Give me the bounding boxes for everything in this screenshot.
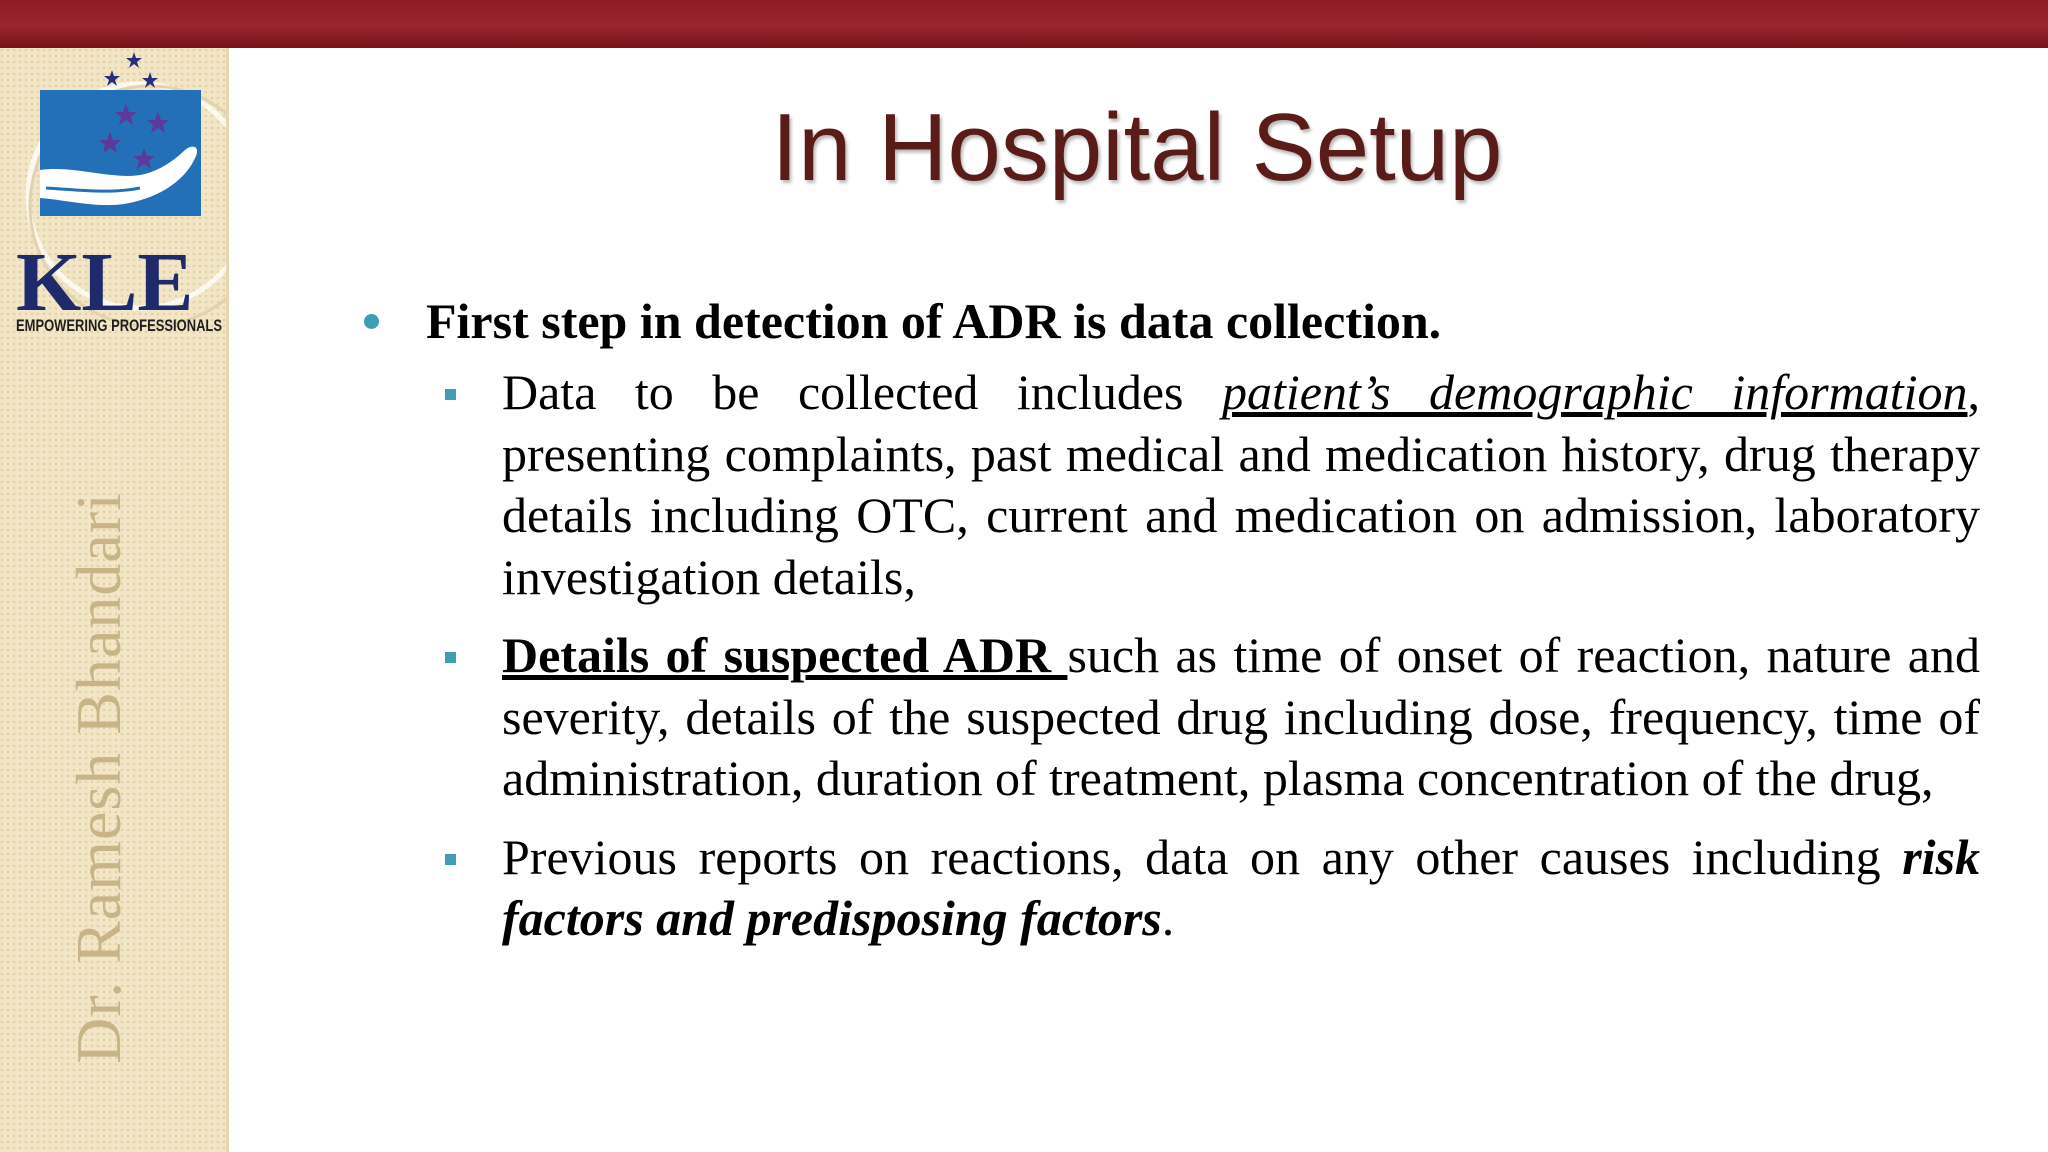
bullet-main bbox=[360, 290, 1980, 352]
sub-bullet-1-rest: , presenting complaints, past medical and medication history, drug therapy details including OTC, current and medication on admission, laboratory investigation details, bbox=[502, 364, 1980, 605]
kle-logo bbox=[0, 48, 226, 338]
sub-bullet-1-emphasis: patient’s demographic information bbox=[1222, 364, 1968, 420]
top-banner bbox=[0, 0, 2048, 48]
sub-bullet-2 bbox=[502, 625, 1980, 810]
bullet-dot-icon bbox=[364, 314, 379, 329]
slide-content bbox=[360, 290, 1980, 950]
sub-bullet-1 bbox=[502, 362, 1980, 608]
logo-text: KLE bbox=[16, 236, 194, 329]
sub-bullet-1-lead: Data to be collected includes bbox=[502, 364, 1222, 420]
sidebar bbox=[0, 48, 229, 1152]
bullet-square-icon bbox=[445, 389, 456, 400]
sub-bullet-3 bbox=[502, 827, 1980, 950]
sub-bullet-3-rest: . bbox=[1161, 890, 1175, 946]
sub-bullet-3-lead: Previous reports on reactions, data on any other causes including bbox=[502, 828, 1903, 885]
sub-bullet-2-rest: such as time of onset of reaction, nature and severity, details of the suspected drug including dose, frequency, time of administration, duration of treatment, plasma concentration of the drug, bbox=[502, 627, 1980, 806]
sub-bullet-3-emphasis: risk factors and predisposing factors bbox=[502, 828, 1980, 946]
bullet-square-icon bbox=[445, 652, 456, 663]
logo-tagline: EMPOWERING PROFESSIONALS bbox=[16, 316, 222, 335]
logo-graphic bbox=[0, 48, 226, 338]
bullet-square-icon bbox=[445, 854, 456, 865]
bullet-main-text: First step in detection of ADR is data collection. bbox=[426, 293, 1442, 349]
slide-title: In Hospital Setup bbox=[771, 94, 1503, 201]
author-watermark: Dr. Ramesh Bhandari bbox=[63, 492, 134, 1064]
sub-bullet-2-emphasis: Details of suspected ADR bbox=[502, 627, 1068, 683]
